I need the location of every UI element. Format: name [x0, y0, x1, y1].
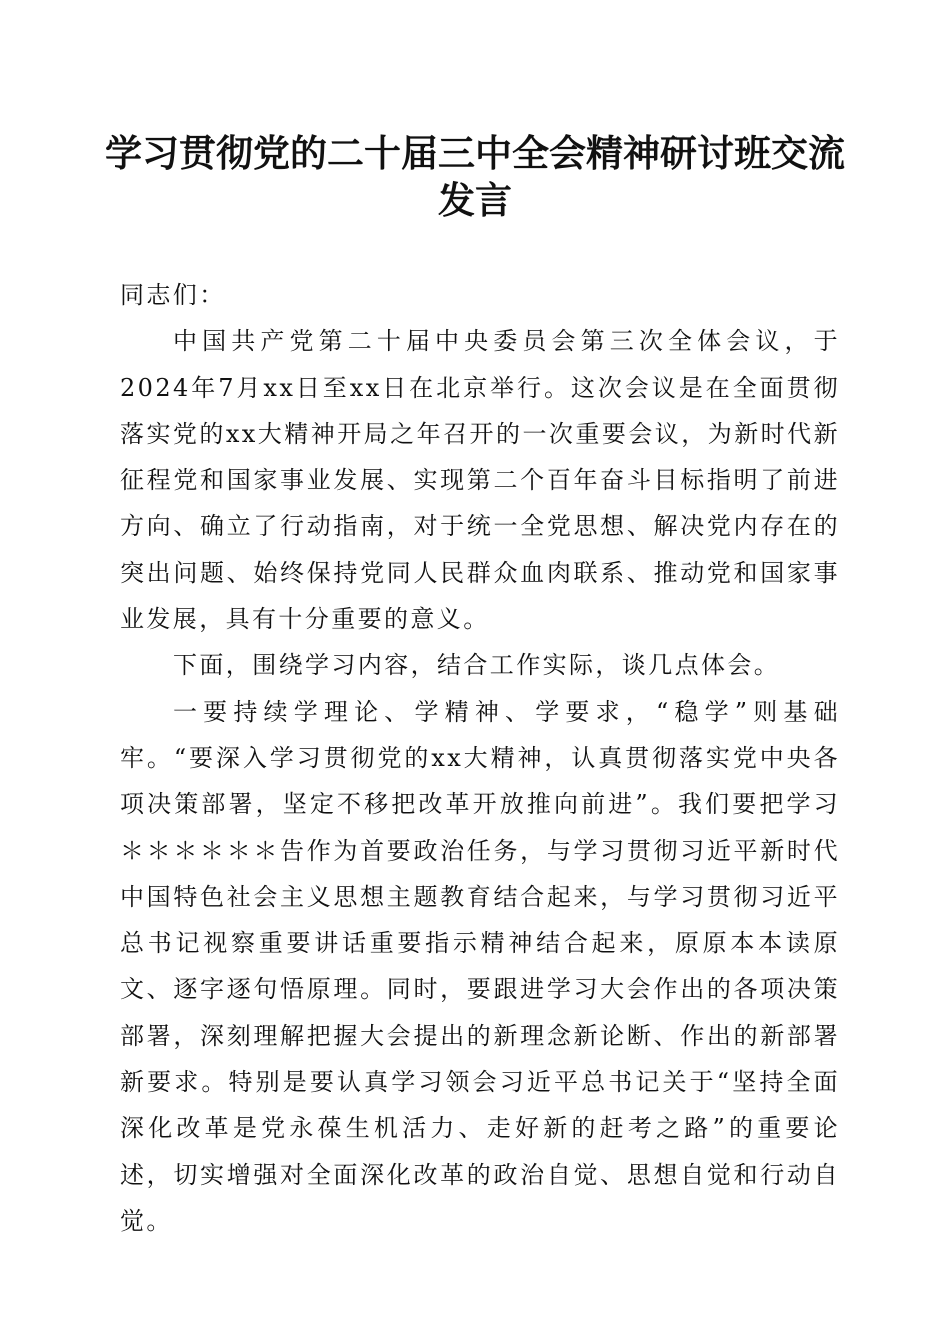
document-title	[100, 130, 850, 224]
title-line-1: 学习贯彻党的二十届三中全会精神研讨班交流	[105, 131, 845, 175]
paragraph-point-one: 一要持续学理论、学精神、学要求，“稳学”则基础牢。“要深入学习贯彻党的xx大精神，认真贯彻落实党中央各项决策部署，坚定不移把改革开放推向前进”。我们要把学习＊＊＊＊＊＊告作为首要政治任务，与学习贯彻习近平新时代中国特色社会主义思想主题教育结合起来，与学习贯彻习近平总书记视察重要讲话重要指示精神结合起来，原原本本读原文、逐字逐句悟原理。同时，要跟进学习大会作出的各项决策部署，深刻理解把握大会提出的新理念新论断、作出的新部署新要求。特别是要认真学习领会习近平总书记关于“坚持全面深化改革是党永葆生机活力、走好新的赶考之路”的重要论述，切实增强对全面深化改革的政治自觉、思想自觉和行动自觉。	[120, 697, 840, 1235]
document-body	[120, 272, 840, 1244]
paragraph-intro: 中国共产党第二十届中央委员会第三次全体会议，于2024年7月xx日至xx日在北京举行。这次会议是在全面贯彻落实党的xx大精神开局之年召开的一次重要会议，为新时代新征程党和国家事业发展、实现第二个百年奋斗目标指明了前进方向、确立了行动指南，对于统一全党思想、解决党内存在的突出问题、始终保持党同人民群众血肉联系、推动党和国家事业发展，具有十分重要的意义。	[120, 327, 840, 634]
greeting: 同志们：	[120, 281, 226, 309]
paragraph-transition: 下面，围绕学习内容，结合工作实际，谈几点体会。	[173, 651, 781, 680]
title-line-2: 发言	[438, 178, 512, 222]
